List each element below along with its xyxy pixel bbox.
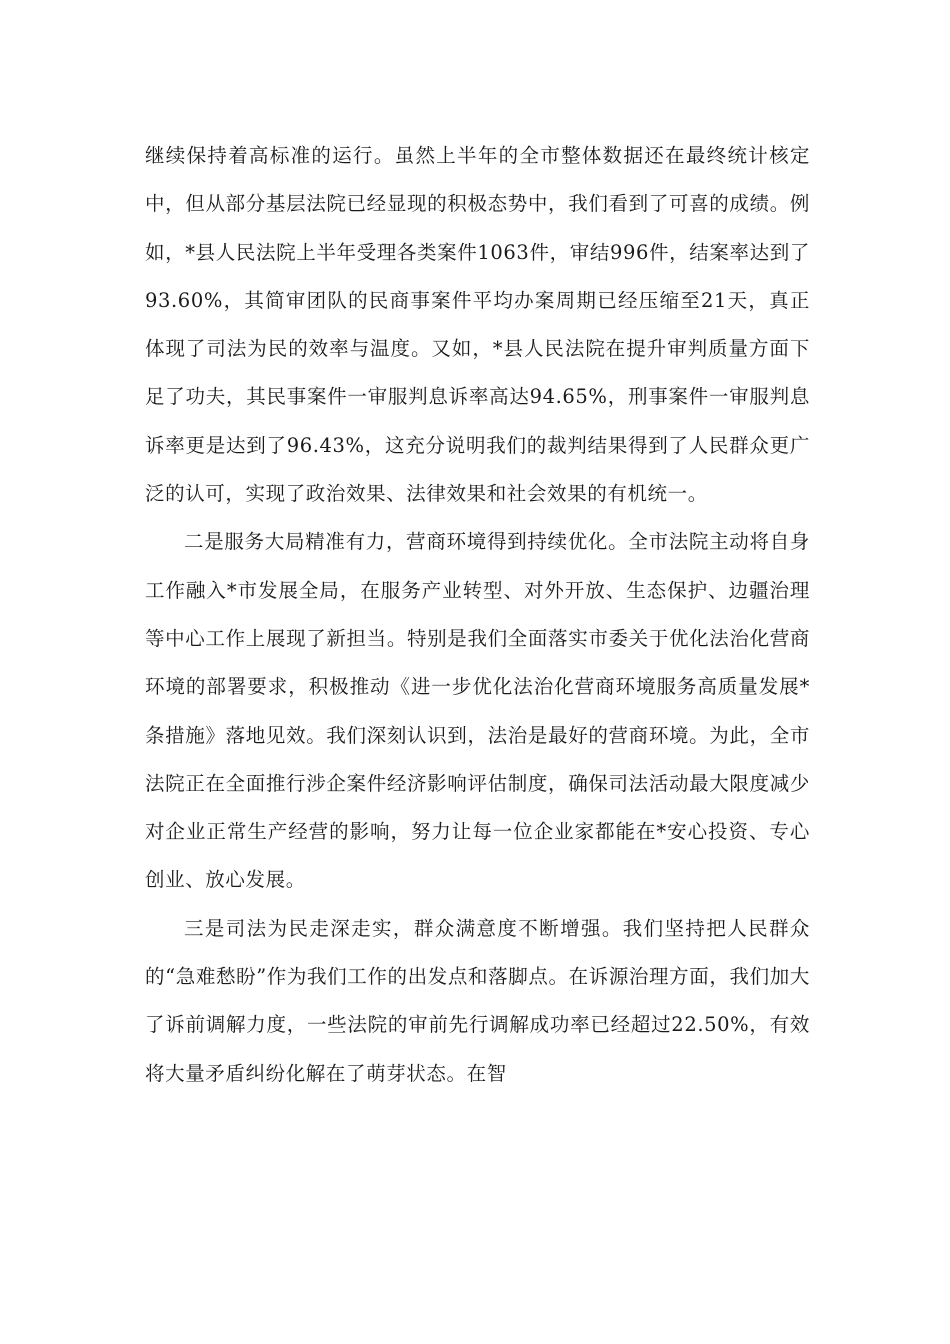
paragraph-justice-for-people: 三是司法为民走深走实，群众满意度不断增强。我们坚持把人民群众的“急难愁盼”作为我们工作的出发点和落脚点。在诉源治理方面，我们加大了诉前调解力度，一些法院的审前先行调解成功率已经超过22.50%，有效将大量矛盾纠纷化解在了萌芽状态。在智 [145,916,810,1085]
document-body [145,132,810,1098]
paragraph-continuation: 继续保持着高标准的运行。虽然上半年的全市整体数据还在最终统计核定中，但从部分基层法院已经显现的积极态势中，我们看到了可喜的成绩。例如，*县人民法院上半年受理各类案件1063件，审结996件，结案率达到了93.60%，其简审团队的民商事案件平均办案周期已经压缩至21天，真正体现了司法为民的效率与温度。又如，*县人民法院在提升审判质量方面下足了功夫，其民事案件一审服判息诉率高达94.65%，刑事案件一审服判息诉率更是达到了96.43%，这充分说明我们的裁判结果得到了人民群众更广泛的认可，实现了政治效果、法律效果和社会效果的有机统一。 [145,144,810,506]
paragraph-service-overall: 二是服务大局精准有力，营商环境得到持续优化。全市法院主动将自身工作融入*市发展全局，在服务产业转型、对外开放、生态保护、边疆治理等中心工作上展现了新担当。特别是我们全面落实市委关于优化法治化营商环境的部署要求，积极推动《进一步优化法治化营商环境服务高质量发展*条措施》落地见效。我们深刻认识到，法治是最好的营商环境。为此，全市法院正在全面推行涉企案件经济影响评估制度，确保司法活动最大限度减少对企业正常生产经营的影响，努力让每一位企业家都能在*安心投资、专心创业、放心发展。 [145,530,810,892]
